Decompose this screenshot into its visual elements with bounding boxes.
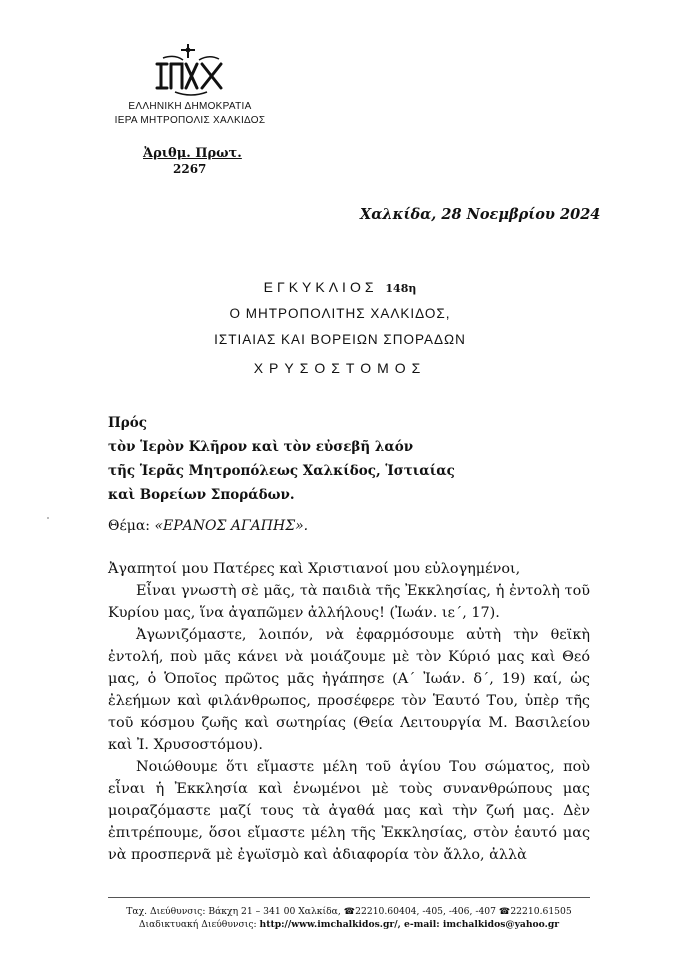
addressee-block (108, 411, 455, 507)
footer-address-line: Ταχ. Διεύθυνσις: Βάκχη 21 – 341 00 Χαλκίδα, ☎22210.60404, -405, -406, -407 ☎22210.61505 (126, 906, 572, 917)
body-paragraph: Νοιώθουμε ὅτι εἴμαστε μέλη τοῦ ἁγίου Του σώματος, ποὺ εἶναι ἡ Ἐκκλησία καὶ ἑνωμένοι μὲ τοὺς συνανθρώπους μας μοιραζόμαστε μαζί τους τὰ ἀγαθά μας καὶ τὴν ζωή μας. Δὲν ἐπιτρέπουμε, ὅσοι εἴμαστε μέλη τῆς Ἐκκλησίας, στὸν ἑαυτό μας νὰ προσπερνᾶ μὲ ἐγωϊσμὸ καὶ ἀδιαφορία τὸν ἄλλο, ἀλλὰ (108, 759, 590, 863)
title-metropolitan-line: Ο ΜΗΤΡΟΠΟΛΙΤΗΣ ΧΑΛΚΙΔΟΣ, (229, 306, 451, 321)
encyclical-word: ΕΓΚΥΚΛΙΟΣ (263, 279, 378, 295)
scan-speck (47, 517, 49, 519)
protocol-number: 2267 (173, 162, 207, 176)
org-line-metropolis: ΙΕΡΑ ΜΗΤΡΟΠΟΛΙΣ ΧΑΛΚΙΔΟΣ (114, 115, 266, 126)
footer-web-line (108, 918, 590, 931)
addressee-line: τῆς Ἱερᾶς Μητροπόλεως Χαλκίδος, Ἱστιαίας (108, 463, 455, 479)
encyclical-title-block (140, 273, 540, 383)
body-paragraph: Ἀγωνιζόμαστε, λοιπόν, νὰ ἐφαρμόσουμε αὐτὴ τὴν θεϊκὴ ἐντολή, ποὺ μᾶς κάνει νὰ μοιάζουμε μὲ τὸν Κύριό μας καὶ Θεό μας, ὁ Ὁποῖος πρῶτος μᾶς ἠγάπησε (Α΄ Ἰωάν. δ΄, 19) καί, ὡς ἐλεήμων καὶ φιλάνθρωπος, προσέφερε τὸν Ἑαυτό Του, ὑπὲρ τῆς τοῦ κόσμου ζωῆς καὶ σωτηρίας (Θεία Λειτουργία Μ. Βασιλείου καὶ Ἰ. Χρυσοστόμου). (108, 627, 590, 753)
footer-contact (108, 905, 590, 931)
metropolis-monogram-logo (155, 42, 227, 100)
addressee-line: καὶ Βορείων Σποράδων. (108, 487, 295, 503)
addressee-line: Πρός (108, 415, 147, 431)
encyclical-number: 148η (385, 282, 417, 295)
subject-value: «ΕΡΑΝΟΣ ΑΓΑΠΗΣ». (154, 518, 309, 534)
addressee-line: τὸν Ἱερὸν Κλῆρον καὶ τὸν εὐσεβῆ λαόν (108, 439, 414, 455)
footer-email-label: , e-mail: (397, 919, 443, 930)
subject-label: Θέμα: (108, 518, 155, 534)
protocol-label: Ἀριθμ. Πρωτ. (143, 146, 242, 161)
body-paragraph: Εἶναι γνωστὴ σὲ μᾶς, τὰ παιδιὰ τῆς Ἐκκλησίας, ἡ ἐντολὴ τοῦ Κυρίου μας, ἵνα ἀγαπῶμεν ἀλλήλους! (Ἰωάν. ιε΄, 17). (108, 583, 590, 621)
org-line-state: ΕΛΛΗΝΙΚΗ ΔΗΜΟΚΡΑΤΙΑ (128, 101, 252, 112)
salutation: Ἀγαπητοί μου Πατέρες καὶ Χριστιανοί μου εὐλογημένοι, (108, 561, 521, 577)
subject-line (108, 518, 308, 534)
letter-body (108, 550, 590, 866)
footer-divider (108, 897, 590, 898)
website-link[interactable]: http://www.imchalkidos.gr/ (259, 919, 398, 930)
encyclical-title-line (140, 273, 540, 301)
email-link[interactable]: imchalkidos@yahoo.gr (442, 919, 560, 930)
title-diocese-line: ΙΣΤΙΑΙΑΣ ΚΑΙ ΒΟΡΕΙΩΝ ΣΠΟΡΑΔΩΝ (214, 332, 466, 347)
title-name-line: ΧΡΥΣΟΣΤΟΜΟΣ (253, 360, 427, 376)
letter-date: Χαλκίδα, 28 Νοεμβρίου 2024 (360, 206, 601, 223)
footer-web-label: Διαδικτυακή Διεύθυνσις: (138, 919, 260, 930)
